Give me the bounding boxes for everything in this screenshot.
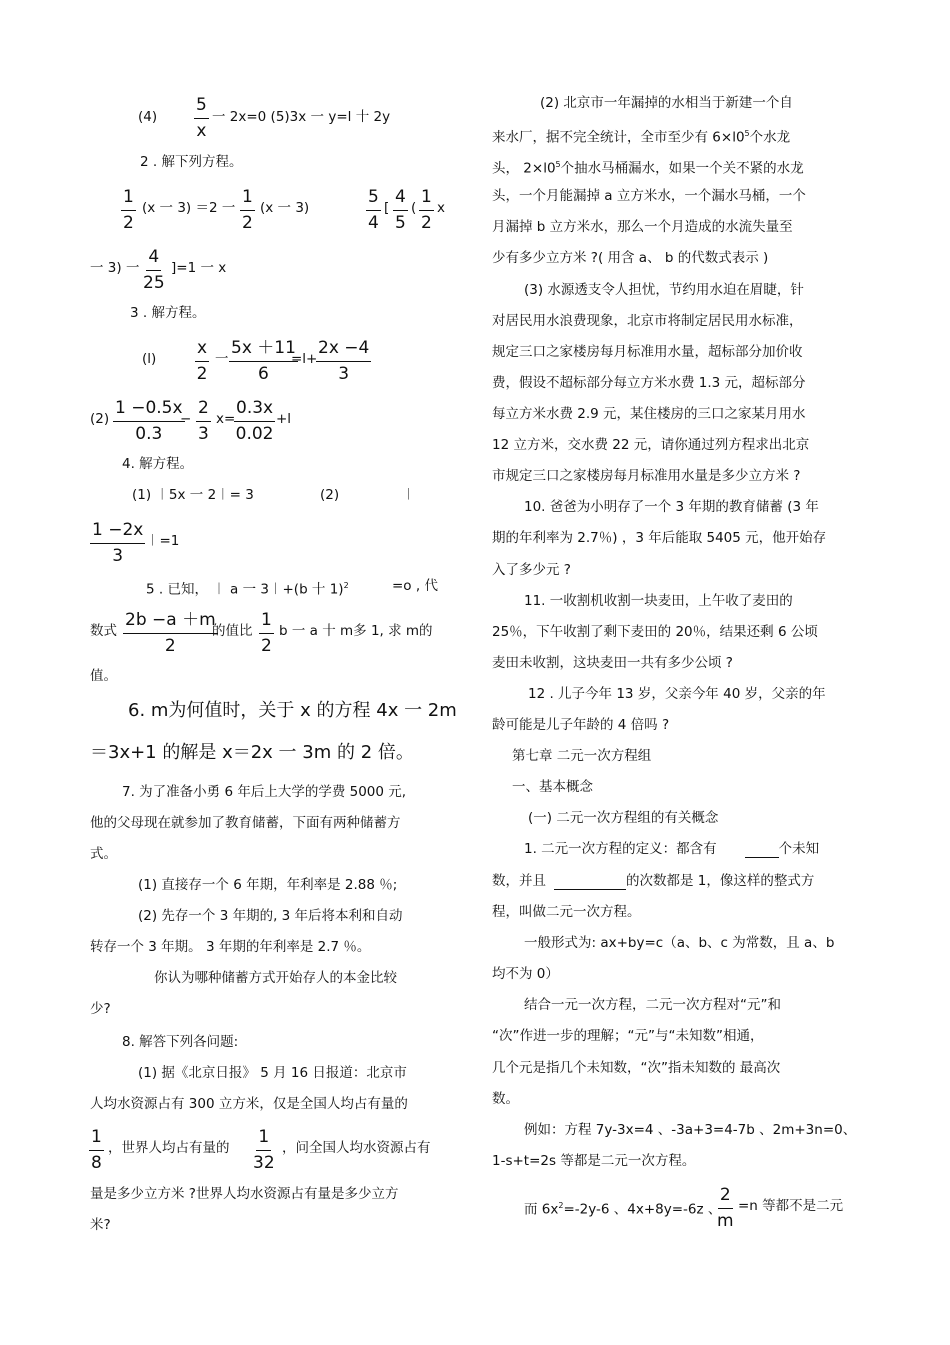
problem-8-2-line-1: (2) 北京市一年漏掉的水相当于新建一个自 xyxy=(540,95,793,111)
fraction-03x-over-002: $\frac{0.3x}{0.02}$ xyxy=(235,398,274,444)
chapter-7-title: 第七章 二元一次方程组 xyxy=(512,748,652,764)
fraction-1-over-32: $\frac{1}{32}$ xyxy=(253,1127,275,1173)
eq-2a-text-2: (x 一 3) xyxy=(260,200,310,216)
section-basic-concepts: 一、基本概念 xyxy=(512,779,593,795)
eq-3-1-equals: =l+ xyxy=(291,351,318,367)
problem-8-2-line-4: 头，一个月能漏掉 a 立方米水，一个漏水马桶，一个 xyxy=(492,188,806,204)
problem-10-line-3: 入了多少元 ? xyxy=(492,562,571,578)
eq-2b-x: x xyxy=(437,200,445,216)
problem-7-line-1: 7. 为了准备小勇 6 年后上大学的学费 5000 元, xyxy=(122,784,407,800)
problem-5-line-3: 值。 xyxy=(90,668,117,684)
problem-12-line-1: 12 . 儿子今年 13 岁，父亲今年 40 岁，父亲的年 xyxy=(528,686,826,702)
fraction-5x-plus-11-over-6: $\frac{5x +11}{6}$ xyxy=(231,338,296,384)
problem-7-option-1: (1) 直接存一个 6 年期，年利率是 2.88 ％; xyxy=(138,877,398,893)
problem-8-3-line-3: 规定三口之家楼房每月标准用水量，超标部分加价收 xyxy=(492,344,803,360)
fraction-1-over-8: $\frac{1}{8}$ xyxy=(91,1127,102,1173)
fraction-half-2: $\frac{1}{2}$ xyxy=(242,187,253,233)
blank-underline xyxy=(745,843,779,858)
problem-11-line-3: 麦田未收割，这块麦田一共有多少公顷 ? xyxy=(492,655,733,671)
problem-8-3-line-7: 市规定三口之家楼房每月标准用水量是多少立方米 ? xyxy=(492,468,801,484)
problem-5-line-2b: 的值比 xyxy=(212,623,253,639)
understanding-line-2: “次”作进一步的理解；“元”与“未知数”相通， xyxy=(492,1028,764,1044)
problem-7-question-cont: 少? xyxy=(90,1001,111,1017)
understanding-line-1: 结合一元一次方程，二元一次方程对“元”和 xyxy=(524,997,781,1013)
problem-8-1-line-2: 人均水资源占有 300 立方米，仅是全国人均占有量的 xyxy=(90,1096,408,1112)
fraction-5-over-4: $\frac{5}{4}$ xyxy=(368,187,379,233)
eq-4-5-text: 一 2x=0 (5)3x 一 y=l 十 2y xyxy=(212,109,391,125)
eq-2b-paren: ( xyxy=(411,200,417,216)
fraction-x-over-2: $\frac{x}{2}$ xyxy=(196,338,208,384)
problem-8-3-line-5: 每立方米水费 2.9 元，某住楼房的三口之家某月用水 xyxy=(492,406,806,422)
fraction-2-over-3: $\frac{2}{3}$ xyxy=(198,398,209,444)
fraction-1-minus-2x-over-3: $\frac{1 -2x}{3}$ xyxy=(92,520,144,566)
eq-2a-text-1: (x 一 3) ＝2 一 xyxy=(142,200,236,216)
fraction-2x-minus-4-over-3: $\frac{2x -4}{3}$ xyxy=(318,338,370,384)
problem-3-heading: 3 . 解方程。 xyxy=(130,305,206,321)
eq-3-2-x-equals: x= xyxy=(216,411,236,427)
problem-10-line-1: 10. 爸爸为小明存了一个 3 年期的教育储蓄 (3 年 xyxy=(524,499,819,515)
eq-2b-text-2: ]=1 一 x xyxy=(171,260,227,276)
problem-7-question: 你认为哪种储蓄方式开始存人的本金比较 xyxy=(154,970,397,986)
problem-4-heading: 4. 解方程。 xyxy=(122,456,194,472)
fraction-5-over-x: $\frac{5}{x}$ xyxy=(196,95,207,141)
eq-4-2-label: (2) xyxy=(320,487,340,503)
problem-8-3-line-4: 费，假设不超标部分每立方米水费 1.3 元，超标部分 xyxy=(492,375,806,391)
eq-3-1-minus: 一 xyxy=(215,351,229,367)
problem-10-line-2: 期的年利率为 2.7％) ，3 年后能取 5405 元，他开始存 xyxy=(492,530,827,546)
problem-6-line-1: 6. m为何值时，关于 x 的方程 4x 一 2m xyxy=(128,700,457,721)
problem-8-1-line-5: 米? xyxy=(90,1217,111,1233)
definition-line-2: 数，并且 的次数都是 1，像这样的整式方 xyxy=(492,873,815,889)
understanding-line-4: 数。 xyxy=(492,1091,519,1107)
problem-8-1-line-1: (1) 据《北京日报》 5 月 16 日报道：北京市 xyxy=(138,1065,407,1081)
fraction-1-minus-05x-over-03: $\frac{1 -0.5x}{0.3}$ xyxy=(115,398,183,444)
problem-11-line-1: 11. 一收割机收割一块麦田，上午收了麦田的 xyxy=(524,593,793,609)
problem-8-3-line-2: 对居民用水浪费现象，北京市将制定居民用水标准， xyxy=(492,313,803,329)
problem-12-line-2: 龄可能是儿子年龄的 4 倍吗 ? xyxy=(492,717,670,733)
fraction-half-1: $\frac{1}{2}$ xyxy=(123,187,134,233)
problem-7-option-2: (2) 先存一个 3 年期的, 3 年后将本利和自动 xyxy=(138,908,403,924)
problem-8-2-line-3: 头， $2\times l0^5$个抽水马桶漏水，如果一个关不紧的水龙 xyxy=(492,160,804,177)
fraction-2b-minus-a-plus-m-over-2: $\frac{2b -a +m}{2}$ xyxy=(125,610,216,656)
problem-6-line-2: ＝3x+1 的解是 x＝2x 一 3m 的 2 倍。 xyxy=(90,742,414,763)
eq-2b-text-1: 一 3) 一 xyxy=(90,260,140,276)
eq-3-2-minus: − xyxy=(180,411,192,427)
problem-8-2-line-6: 少有多少立方米 ?( 用含 a、 b 的代数式表示 ) xyxy=(492,250,769,266)
problem-2-heading: 2 . 解下列方程。 xyxy=(140,154,243,170)
problem-5-line-2c: b 一 a 十 m多 1, 求 m的 xyxy=(279,623,433,639)
problem-8-2-line-5: 月漏掉 b 立方米水，那么一个月造成的水流失量至 xyxy=(492,219,793,235)
general-form-line-1: 一般形式为: ax+by=c（a、b、c 为常数，且 a、b xyxy=(524,935,835,951)
problem-7-line-2: 他的父母现在就参加了教育储蓄，下面有两种储蓄方 xyxy=(90,815,401,831)
subsection-1-title: (一) 二元一次方程组的有关概念 xyxy=(528,810,719,826)
problem-5-line-2a: 数式 xyxy=(90,623,117,639)
fraction-half-3: $\frac{1}{2}$ xyxy=(421,187,432,233)
general-form-line-2: 均不为 0） xyxy=(492,966,559,982)
definition-line-1: 1. 二元一次方程的定义：都含有 个未知 xyxy=(524,841,820,857)
fraction-half-4: $\frac{1}{2}$ xyxy=(261,610,272,656)
counterexample-line-a: 而 $6x^2=-2y-6$ 、4x+8y=-6z 、 xyxy=(524,1201,722,1218)
problem-5-line-1b: =o , 代 xyxy=(392,578,438,594)
problem-7-line-3: 式。 xyxy=(90,846,117,862)
eq-3-1-label: (l) xyxy=(142,351,157,367)
problem-8-2-line-2: 来水厂，据不完全统计，全市至少有 $6\times l0^5$个水龙 xyxy=(492,129,791,146)
eq-4-1: (1) ︱5x 一 2︱= 3 xyxy=(132,487,254,503)
definition-line-3: 程，叫做二元一次方程。 xyxy=(492,904,641,920)
problem-7-option-2-cont: 转存一个 3 年期。 3 年期的年利率是 2.7 ％。 xyxy=(90,939,371,955)
fraction-4-over-5: $\frac{4}{5}$ xyxy=(395,187,406,233)
eq-4-2-bar: ︱ xyxy=(402,487,416,503)
eq-2b-bracket: [ xyxy=(384,200,390,216)
eq-3-2-plus: +l xyxy=(276,411,292,427)
fraction-4-over-25: $\frac{4}{25}$ xyxy=(143,247,165,293)
eq-4-label: (4) xyxy=(138,109,158,125)
example-line-2: 1-s+t=2s 等都是二元一次方程。 xyxy=(492,1153,696,1169)
problem-8-3-line-1: (3) 水源透支令人担忧，节约用水迫在眉睫，针 xyxy=(524,282,804,298)
blank-underline xyxy=(554,875,626,890)
problem-11-line-2: 25％，下午收割了剩下麦田的 20％，结果还剩 6 公顷 xyxy=(492,624,818,640)
example-line-1: 例如：方程 7y-3x=4 、-3a+3=4-7b 、2m+3n=0、 xyxy=(524,1122,857,1138)
problem-8-1-line-3b: ，问全国人均水资源占有 xyxy=(282,1140,431,1156)
problem-8-1-line-4: 量是多少立方米 ?世界人均水资源占有量是多少立方 xyxy=(90,1186,399,1202)
problem-8-1-line-3a: ，世界人均占有量的 xyxy=(108,1140,230,1156)
eq-3-2-label: (2) xyxy=(90,411,110,427)
eq-4-2-tail: ︱=1 xyxy=(146,533,180,549)
fraction-2-over-m: $\frac{2}{m}$ xyxy=(717,1185,734,1231)
problem-5-line-1a: 5 . 已知， ︱ a 一 3︱+(b 十 1)$^2$ xyxy=(146,581,349,598)
problem-8-heading: 8. 解答下列各问题: xyxy=(122,1034,239,1050)
understanding-line-3: 几个元是指几个未知数，“次”指未知数的 最高次 xyxy=(492,1060,781,1076)
counterexample-line-b: =n 等都不是二元 xyxy=(738,1198,844,1214)
problem-8-3-line-6: 12 立方米，交水费 22 元，请你通过列方程求出北京 xyxy=(492,437,810,453)
